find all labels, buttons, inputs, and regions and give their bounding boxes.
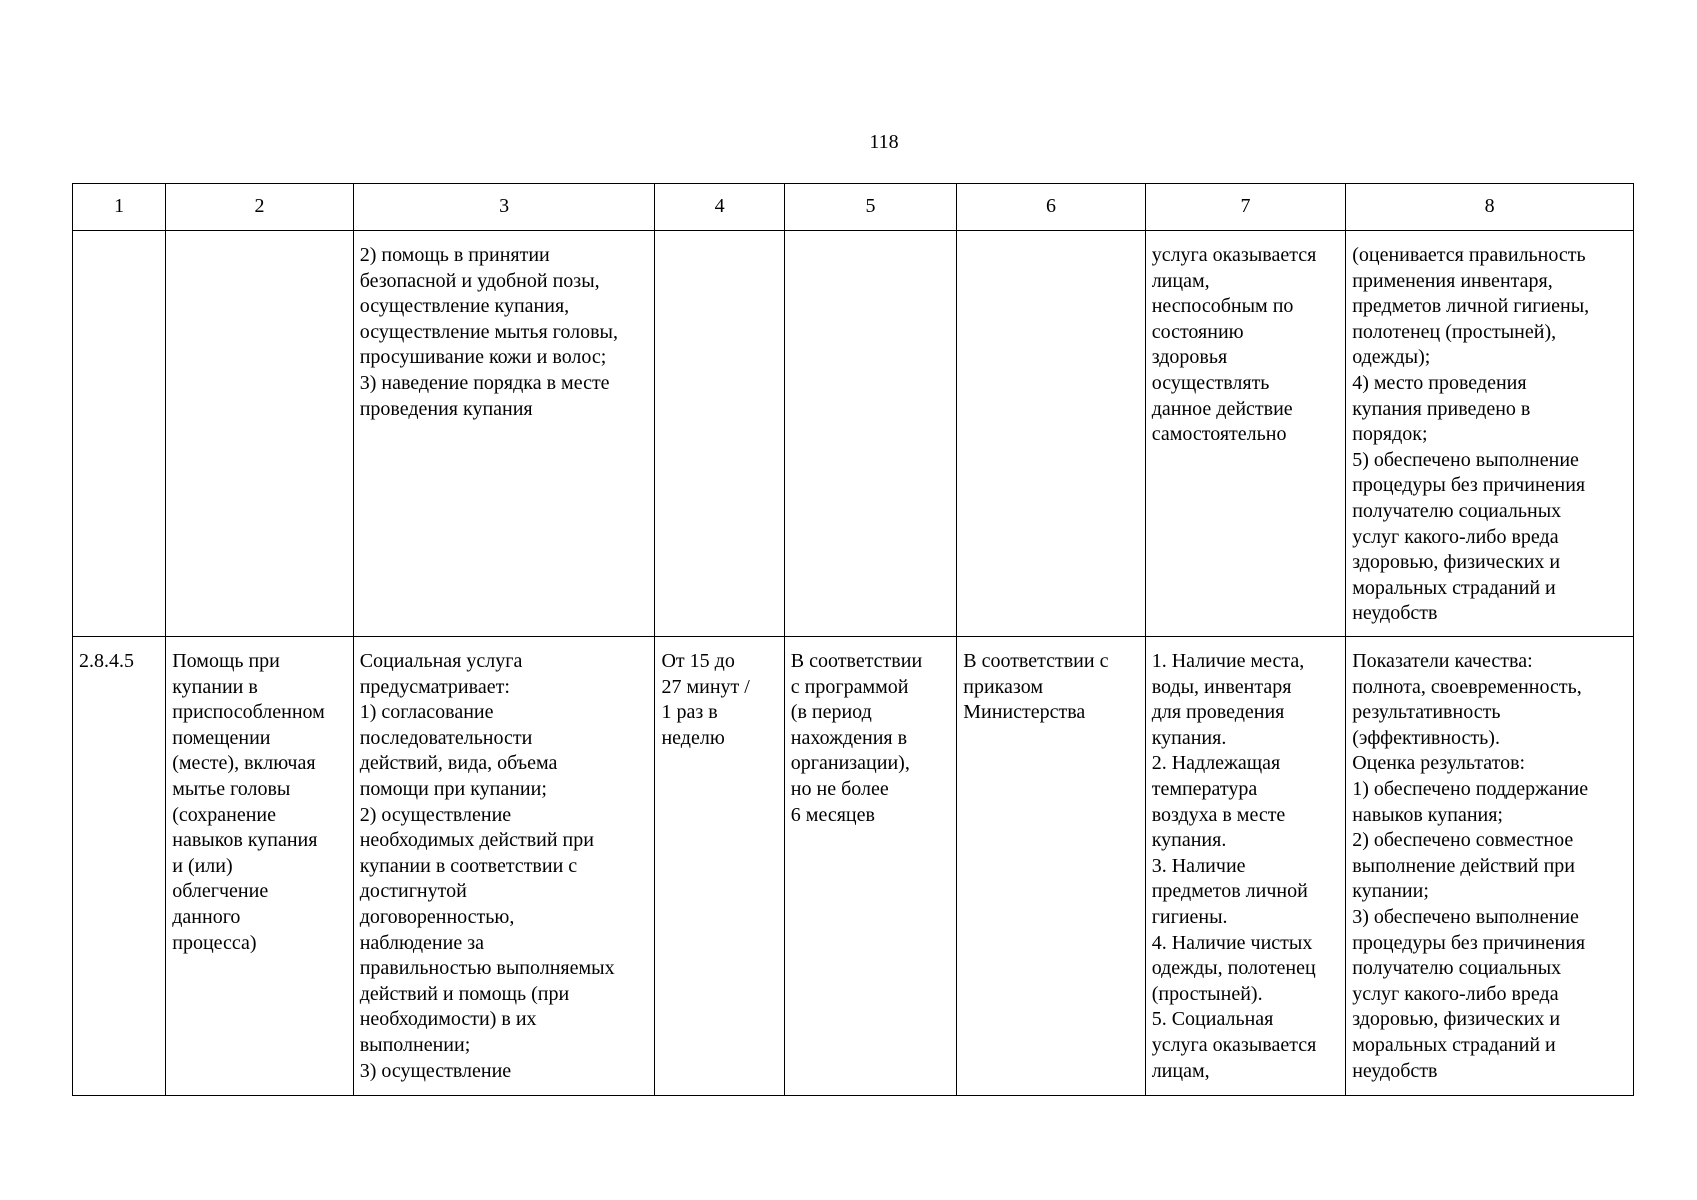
header-row: [73, 184, 1634, 231]
cell-tariff: В соответствии с приказом Министерства: [957, 637, 1145, 1096]
cell-quality: Показатели качества: полнота, своевременность, результативность (эффективность). Оценка результатов: 1) обеспечено поддержание навыков купания; 2) обеспечено совместное выполнение действий при купании; 3) обеспечено выполнение процедуры без причинения получателю социальных услуг какого-либо вреда здоровью, физических и моральных страданий и неудобств: [1346, 637, 1634, 1096]
header-col-2: 2: [166, 184, 353, 231]
cell-code: [73, 231, 166, 637]
cell-time-norm: От 15 до 27 минут / 1 раз в неделю: [655, 637, 784, 1096]
table-row: [73, 231, 1634, 637]
table-row: [73, 637, 1634, 1096]
cell-quality: (оценивается правильность применения инвентаря, предметов личной гигиены, полотенец (простыней), одежды); 4) место проведения купания приведено в порядок; 5) обеспечено выполнение процедуры без причинения получателю социальных услуг какого-либо вреда здоровью, физических и моральных страданий и неудобств: [1346, 231, 1634, 637]
header-col-3: 3: [353, 184, 655, 231]
cell-time-norm: [655, 231, 784, 637]
header-col-5: 5: [784, 184, 956, 231]
page-number: 118: [869, 131, 899, 153]
cell-period: В соответствии с программой (в период нахождения в организации), но не более 6 месяцев: [784, 637, 956, 1096]
cell-conditions: 1. Наличие места, воды, инвентаря для проведения купания. 2. Надлежащая температура воздуха в месте купания. 3. Наличие предметов личной гигиены. 4. Наличие чистых одежды, полотенец (простыней). 5. Социальная услуга оказывается лицам,: [1145, 637, 1346, 1096]
header-col-8: 8: [1346, 184, 1634, 231]
cell-service-name: Помощь при купании в приспособленном помещении (месте), включая мытье головы (сохранение навыков купания и (или) облегчение данного процесса): [166, 637, 353, 1096]
cell-code: 2.8.4.5: [73, 637, 166, 1096]
header-col-4: 4: [655, 184, 784, 231]
header-col-7: 7: [1145, 184, 1346, 231]
cell-service-name: [166, 231, 353, 637]
header-col-6: 6: [957, 184, 1145, 231]
cell-conditions: услуга оказывается лицам, неспособным по состоянию здоровья осуществлять данное действие самостоятельно: [1145, 231, 1346, 637]
cell-description: 2) помощь в принятии безопасной и удобной позы, осуществление купания, осуществление мытья головы, просушивание кожи и волос; 3) наведение порядка в месте проведения купания: [353, 231, 655, 637]
cell-tariff: [957, 231, 1145, 637]
cell-description: Социальная услуга предусматривает: 1) согласование последовательности действий, вида, объема помощи при купании; 2) осуществление необходимых действий при купании в соответствии с достигнутой договоренностью, наблюдение за правильностью выполняемых действий и помощь (при необходимости) в их выполнении; 3) осуществление: [353, 637, 655, 1096]
cell-period: [784, 231, 956, 637]
header-col-1: 1: [73, 184, 166, 231]
services-table: [72, 183, 1634, 1096]
